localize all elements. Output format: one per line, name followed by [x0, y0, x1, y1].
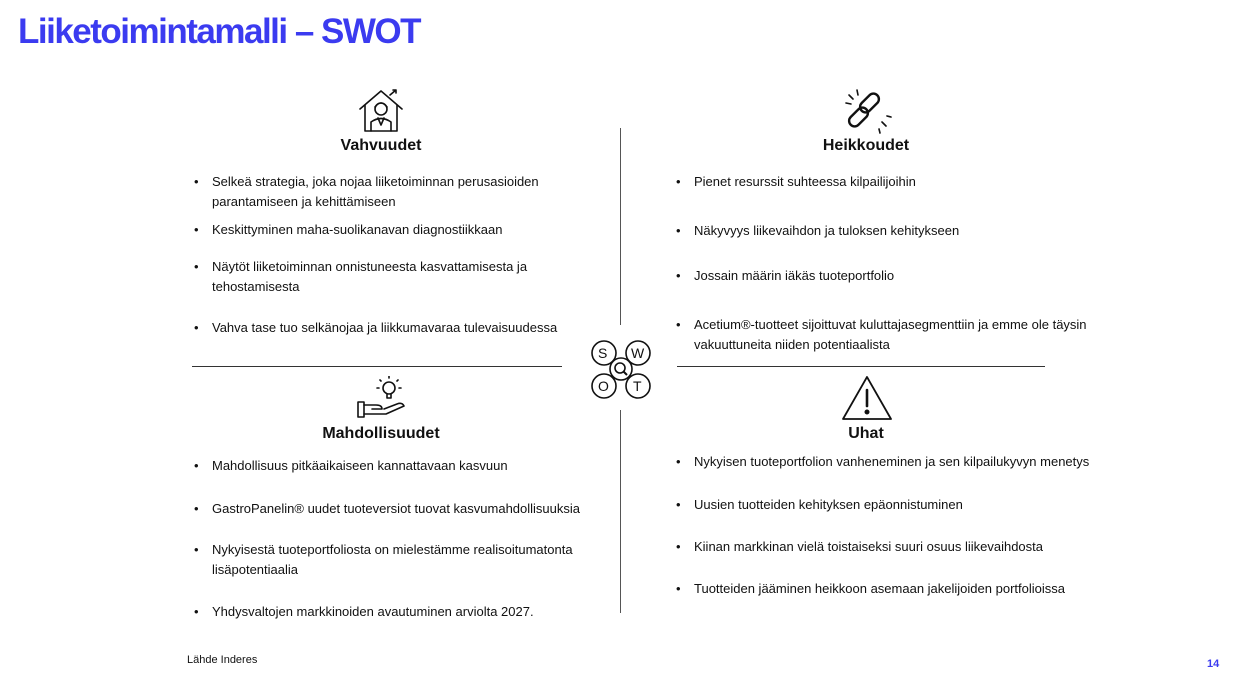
list-item: • Vahva tase tuo selkänojaa ja liikkumavaraa tulevaisuudessa: [194, 318, 612, 338]
weaknesses-heading: Heikkoudet: [822, 137, 910, 154]
threats-heading: Uhat: [848, 425, 884, 442]
vertical-divider-bottom: [620, 410, 621, 613]
list-item: • Nykyisen tuoteportfolion vanheneminen ja sen kilpailukyvyn menetys: [676, 452, 1124, 472]
list-item: • Näkyvyys liikevaihdon ja tuloksen kehitykseen: [676, 221, 1094, 241]
horizontal-divider-left: [192, 366, 562, 367]
list-item: • Tuotteiden jääminen heikkoon asemaan jakelijoiden portfolioissa: [676, 579, 1094, 599]
list-item: • Kiinan markkinan vielä toistaiseksi suuri osuus liikevaihdosta: [676, 537, 1094, 557]
list-item: • Selkeä strategia, joka nojaa liiketoiminnan perusasioiden parantamiseen ja kehittämiseen: [194, 172, 552, 211]
swot-magnifier-icon: [587, 337, 655, 408]
list-item: • Nykyisestä tuoteportfoliosta on mielestämme realisoitumatonta lisäpotentiaalia: [194, 540, 582, 579]
list-item: • Uusien tuotteiden kehityksen epäonnistuminen: [676, 495, 1094, 515]
page-title: Liiketoimintamalli – SWOT: [18, 12, 421, 51]
broken-chain-icon: [842, 86, 892, 139]
swot-letter-t: T: [633, 378, 642, 394]
horizontal-divider-right: [677, 366, 1045, 367]
swot-letter-s: S: [598, 345, 608, 361]
hand-lightbulb-icon: [356, 376, 408, 425]
swot-letter-o: O: [598, 378, 609, 394]
list-item: • GastroPanelin® uudet tuoteversiot tuovat kasvumahdollisuuksia: [194, 499, 612, 519]
opportunities-heading: Mahdollisuudet: [322, 425, 440, 442]
list-item: • Mahdollisuus pitkäaikaiseen kannattavaan kasvuun: [194, 456, 612, 476]
page-number: 14: [1207, 658, 1220, 670]
list-item: • Yhdysvaltojen markkinoiden avautuminen arviolta 2027.: [194, 602, 612, 622]
list-item: • Keskittyminen maha-suolikanavan diagnostiikkaan: [194, 220, 612, 240]
warning-triangle-icon: [841, 374, 893, 427]
source-note: Lähde Inderes: [187, 654, 258, 666]
person-house-icon: [356, 87, 406, 140]
list-item: • Pienet resurssit suhteessa kilpailijoihin: [676, 172, 1094, 192]
strengths-heading: Vahvuudet: [340, 137, 422, 154]
list-item: • Näytöt liiketoiminnan onnistuneesta kasvattamisesta ja tehostamisesta: [194, 257, 542, 296]
swot-letter-w: W: [631, 345, 645, 361]
vertical-divider-top: [620, 128, 621, 325]
list-item: • Acetium®-tuotteet sijoittuvat kuluttajasegmenttiin ja emme ole täysin vakuuttuneita niiden potentiaalista: [676, 315, 1114, 354]
list-item: • Jossain määrin iäkäs tuoteportfolio: [676, 266, 1094, 286]
